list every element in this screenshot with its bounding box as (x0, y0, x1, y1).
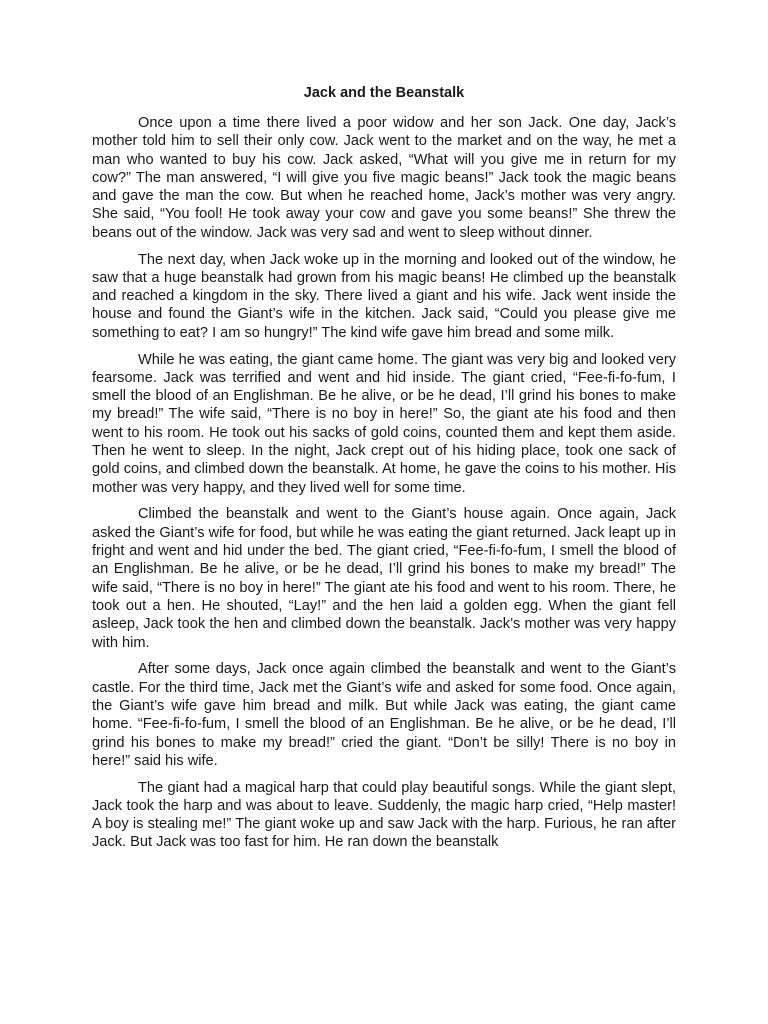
paragraph-6: The giant had a magical harp that could play beautiful songs. While the giant slept, Jack took the harp and was about to leave. Suddenly, the magic harp cried, “Help master! A boy is stealing me!” The giant woke up and saw Jack with the harp. Furious, he ran after Jack. But Jack was too fast for him. He ran down the beanstalk (92, 779, 676, 851)
paragraph-4: Climbed the beanstalk and went to the Giant’s house again. Once again, Jack asked the Giant’s wife for food, but while he was eating the giant returned. Jack leapt up in fright and went and hid under the bed. The giant cried, “Fee-fi-fo-fum, I smell the blood of an Englishman. Be he alive, or be he dead, I’ll grind his bones to make my bread!” The wife said, “There is no boy in here!” The giant ate his food and went to his room. There, he took out a hen. He shouted, “Lay!” and the hen laid a golden egg. When the giant fell asleep, Jack took the hen and climbed down the beanstalk. Jack’s mother was very happy with him. (92, 506, 676, 651)
paragraph-5: After some days, Jack once again climbed the beanstalk and went to the Giant’s castle. For the third time, Jack met the Giant’s wife and asked for some food. Once again, the Giant’s wife gave him bread and milk. But while Jack was eating, the giant came home. “Fee-fi-fo-fum, I smell the blood of an Englishman. Be he alive, or be he dead, I’ll grind his bones to make my bread!” cried the giant. “Don’t be silly! There is no boy in here!” said his wife. (92, 661, 676, 769)
document-title: Jack and the Beanstalk (303, 85, 465, 101)
paragraph-2: The next day, when Jack woke up in the morning and looked out of the window, he saw that a huge beanstalk had grown from his magic beans! He climbed up the beanstalk and reached a kingdom in the sky. There lived a giant and his wife. Jack went inside the house and found the Giant’s wife in the kitchen. Jack said, “Could you please give me something to eat? I am so hungry!” The kind wife gave him bread and some milk. (92, 251, 676, 341)
paragraph-1: Once upon a time there lived a poor widow and her son Jack. One day, Jack’s mother told him to sell their only cow. Jack went to the market and on the way, he met a man who wanted to buy his cow. Jack asked, “What will you give me in return for my cow?” The man answered, “I will give you five magic beans!” Jack took the magic beans and gave the man the cow. But when he reached home, Jack’s mother was very angry. She said, “You fool! He took away your cow and gave you some beans!” She threw the beans out of the window. Jack was very sad and went to sleep without dinner. (92, 115, 676, 241)
document-body (92, 114, 676, 860)
paragraph-3: While he was eating, the giant came home. The giant was very big and looked very fearsome. Jack was terrified and went and hid inside. The giant cried, “Fee-fi-fo-fum, I smell the blood of an Englishman. Be he alive, or be he dead, I’ll grind his bones to make my bread!” The wife said, “There is no boy in here!” So, the giant ate his food and then went to his room. He took out his sacks of gold coins, counted them and kept them aside. Then he went to sleep. In the night, Jack crept out of his hiding place, took one sack of gold coins, and climbed down the beanstalk. At home, he gave the coins to his mother. His mother was very happy, and they lived well for some time. (92, 351, 676, 496)
